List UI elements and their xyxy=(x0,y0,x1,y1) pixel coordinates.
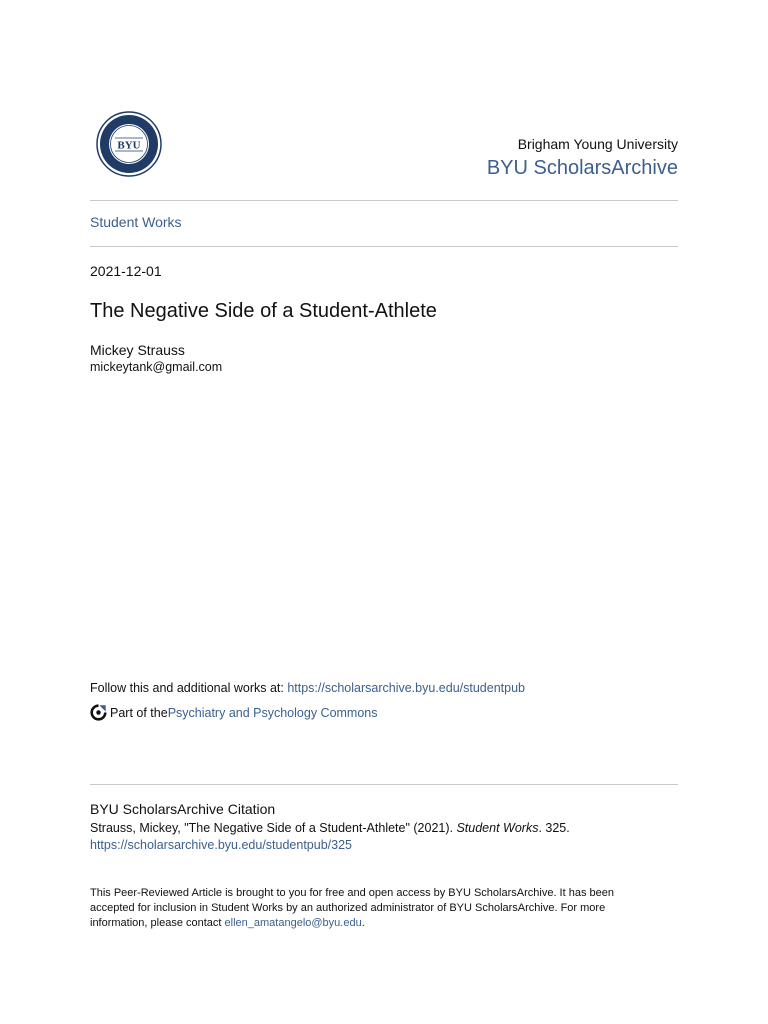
citation-heading: BYU ScholarsArchive Citation xyxy=(90,801,276,817)
author-name: Mickey Strauss xyxy=(90,342,185,358)
follow-prefix: Follow this and additional works at: xyxy=(90,681,288,695)
part-of-line xyxy=(90,704,378,721)
university-name: Brigham Young University xyxy=(517,136,678,152)
collection-link[interactable]: Student Works xyxy=(90,214,182,230)
citation-text-before: Strauss, Mickey, "The Negative Side of a Student-Athlete" (2021). xyxy=(90,821,457,835)
divider xyxy=(90,784,678,785)
commons-link[interactable]: Psychiatry and Psychology Commons xyxy=(167,705,378,720)
citation-journal: Student Works xyxy=(456,821,539,835)
follow-line xyxy=(90,681,525,695)
part-of-prefix: Part of the xyxy=(110,705,168,720)
notice-text: This Peer-Reviewed Article is brought to you for free and open access by BYU ScholarsArchive. It has been accepted for inclusion in Student Works by an authorized administrator of BYU ScholarsArchive. For more information, please contact xyxy=(90,887,614,929)
divider xyxy=(90,200,678,201)
author-email: mickeytank@gmail.com xyxy=(90,360,223,374)
access-notice xyxy=(90,886,650,931)
follow-link[interactable]: https://scholarsarchive.byu.edu/studentpub xyxy=(287,681,525,695)
archive-link[interactable]: BYU ScholarsArchive xyxy=(486,157,678,179)
divider xyxy=(90,246,678,247)
seal-text: BYU xyxy=(117,139,141,152)
notice-end: . xyxy=(361,917,365,929)
publication-date: 2021-12-01 xyxy=(90,263,162,279)
citation-text-after: . 325. xyxy=(538,821,570,835)
byu-seal-logo xyxy=(96,111,162,177)
paper-title: The Negative Side of a Student-Athlete xyxy=(90,300,437,322)
contact-email-link[interactable]: ellen_amatangelo@byu.edu xyxy=(224,917,362,929)
citation-link[interactable]: https://scholarsarchive.byu.edu/studentpub/325 xyxy=(90,838,352,852)
citation-text xyxy=(90,821,570,835)
commons-icon xyxy=(90,704,107,721)
